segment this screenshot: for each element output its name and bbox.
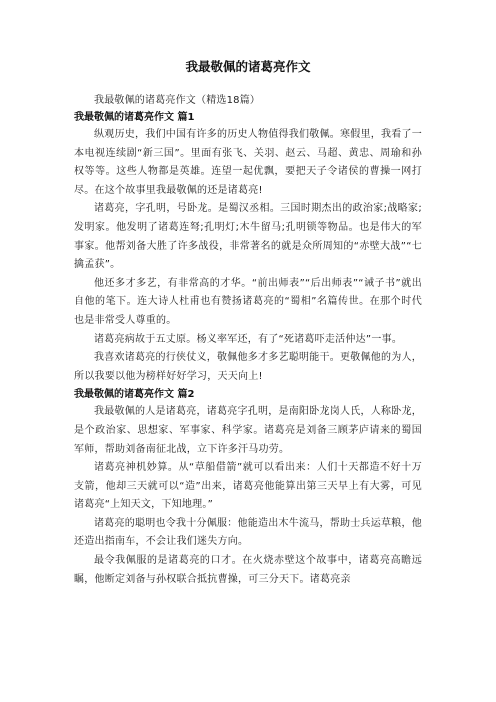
paragraph: 我喜欢诸葛亮的行侠仗义，敬佩他多才多艺聪明能干。更敬佩他的为人，所以我要以他为榜样好好学习，天天向上!: [74, 352, 422, 382]
paragraph: 我最敬佩的人是诸葛亮，诸葛亮字孔明，是南阳卧龙岗人氏，人称卧龙，是个政治家、思想家、军事家、科学家。诸葛亮是刘备三顾茅庐请来的蜀国军师，帮助刘备南征北战，立下许多汗马功劳。: [74, 406, 422, 455]
section-heading: 我最敬佩的诸葛亮作文 篇2: [74, 389, 195, 401]
paragraph: 纵观历史，我们中国有许多的历史人物值得我们敬佩。寒假里，我看了一本电视连续剧“新三国”。里面有张飞、关羽、赵云、马超、黄忠、周瑜和孙权等等。这些人物都是英雄。连望一起优飘，要把天子令诸侯的曹操一网打尽。在这个故事里我最敬佩的还是诸葛亮!: [74, 129, 422, 196]
document-intro: 我最敬佩的诸葛亮作文（精选18篇）: [94, 95, 261, 106]
paragraph: 诸葛亮神机妙算。从“草船借箭”就可以看出来：人们十天都造不好十万支箭，他却三天就可以“造”出来，诸葛亮他能算出第三天早上有大雾，可见诸葛亮“上知天文，下知地理。”: [74, 462, 422, 511]
paragraph: 诸葛亮病故于五丈原。杨义率军还，有了“死诸葛吓走活仲达”一事。: [94, 333, 403, 345]
paragraph: 最令我佩服的是诸葛亮的口才。在火烧赤壁这个故事中，诸葛亮高瞻远瞩，他断定刘备与孙权联合抵抗曹操，可三分天下。诸葛亮亲: [74, 555, 422, 585]
essay-section-2: [74, 386, 422, 589]
paragraph: 他还多才多艺，有非常高的才华。“前出师表”“后出师表”“诫子书”就出自他的笔下。连大诗人杜甫也有赞扬诸葛亮的“蜀相”名篇传世。在那个时代也是非常受人尊重的。: [74, 277, 422, 326]
document-title: 我最敬佩的诸葛亮作文: [185, 59, 311, 74]
paragraph: 诸葛亮，字孔明，号卧龙。是蜀汉丞相。三国时期杰出的政治家;战略家;发明家。他发明了诸葛连弩;孔明灯;木牛留马;孔明锁等物品。也是伟大的军事家。他帮刘备大胜了许多战役，非常著名的就是众所周知的“赤壁大战”“七擒孟获”。: [74, 203, 422, 271]
section-heading: 我最敬佩的诸葛亮作文 篇1: [74, 112, 195, 123]
essay-section-1: [74, 109, 422, 386]
paragraph: 诸葛亮的聪明也令我十分佩服：他能造出木牛流马，帮助士兵运草粮，他还造出指南车，不会让我们迷失方向。: [74, 517, 422, 548]
